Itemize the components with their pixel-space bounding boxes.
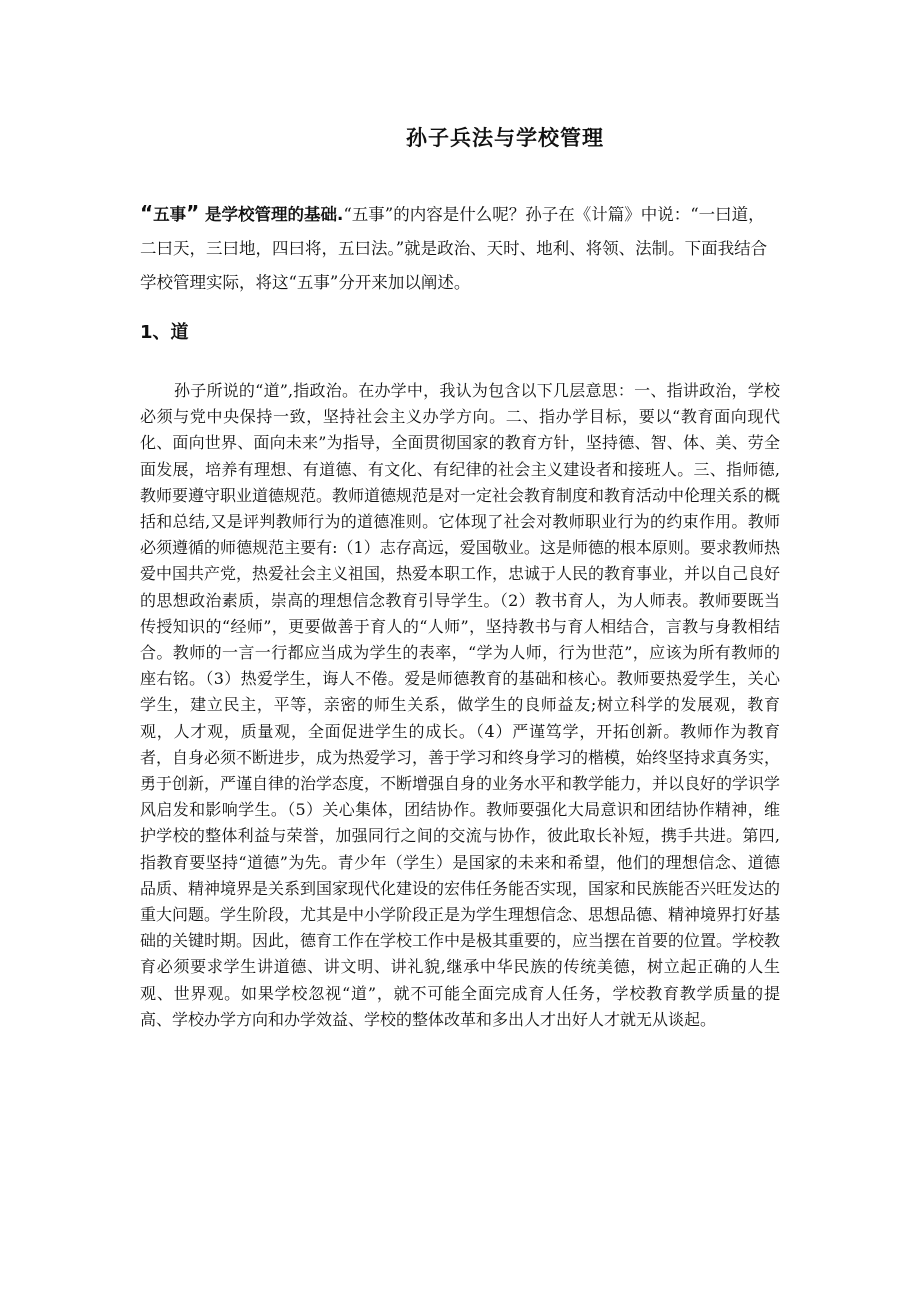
lead-term: 五事 (153, 205, 187, 224)
intro-paragraph (140, 196, 780, 300)
intro-text: “五事”的内容是什么呢？孙子在《计篇》中说：“一曰道，二曰天，三曰地，四曰将，五曰法。”就是政治、天时、地利、将领、法制。下面我结合学校管理实际，将这“五事”分开来加以阐述。 (140, 205, 768, 292)
lead-quote-open: “ (140, 201, 154, 225)
intro-lead (140, 201, 344, 225)
section-heading: 1、道 (140, 322, 189, 343)
lead-rest: 是学校管理的基础. (199, 205, 344, 224)
lead-quote-close: ” (186, 201, 200, 225)
document-title: 孙子兵法与学校管理 (406, 126, 604, 150)
section-paragraph: 孙子所说的“道”,指政治。在办学中，我认为包含以下几层意思：一、指讲政治，学校必须与党中央保持一致，坚持社会主义办学方向。二、指办学目标，要以“教育面向现代化、面向世界、面向未来”为指导，全面贯彻国家的教育方针，坚持德、智、体、美、劳全面发展，培养有理想、有道德、有文化、有纪律的社会主义建设者和接班人。三、指师德,教师要遵守职业道德规范。教师道德规范是对一定社会教育制度和教育活动中伦理关系的概括和总结,又是评判教师行为的道德准则。它体现了社会对教师职业行为的约束作用。教师必须遵循的师德规范主要有:（1）志存高远，爱国敬业。这是师德的根本原则。要求教师热爱中国共产党，热爱社会主义祖国，热爱本职工作，忠诚于人民的教育事业，并以自己良好的思想政治素质，崇高的理想信念教育引导学生。（2）教书育人，为人师表。教师要既当传授知识的“经师”，更要做善于育人的“人师”，坚持教书与育人相结合，言教与身教相结合。教师的一言一行都应当成为学生的表率，“学为人师，行为世范”，应该为所有教师的座右铭。（3）热爱学生，诲人不倦。爱是师德教育的基础和核心。教师要热爱学生，关心学生，建立民主，平等，亲密的师生关系，做学生的良师益友;树立科学的发展观，教育观，人才观，质量观，全面促进学生的成长。（4）严谨笃学，开拓创新。教师作为教育者，自身必须不断进步，成为热爱学习，善于学习和终身学习的楷模，始终坚持求真务实，勇于创新，严谨自律的治学态度，不断增强自身的业务水平和教学能力，并以良好的学识学风启发和影响学生。（5）关心集体，团结协作。教师要强化大局意识和团结协作精神，维护学校的整体利益与荣誉，加强同行之间的交流与协作，彼此取长补短，携手共进。第四,指教育要坚持“道德”为先。青少年（学生）是国家的未来和希望，他们的理想信念、道德品质、精神境界是关系到国家现代化建设的宏伟任务能否实现，国家和民族能否兴旺发达的重大问题。学生阶段，尤其是中小学阶段正是为学生理想信念、思想品德、精神境界打好基础的关键时期。因此，德育工作在学校工作中是极其重要的，应当摆在首要的位置。学校教育必须要求学生讲道德、讲文明、讲礼貌,继承中华民族的传统美德，树立起正确的人生观、世界观。如果学校忽视“道”，就不可能全面完成育人任务，学校教育教学质量的提高、学校办学方向和办学效益、学校的整体改革和多出人才出好人才就无从谈起。 (140, 381, 781, 1029)
